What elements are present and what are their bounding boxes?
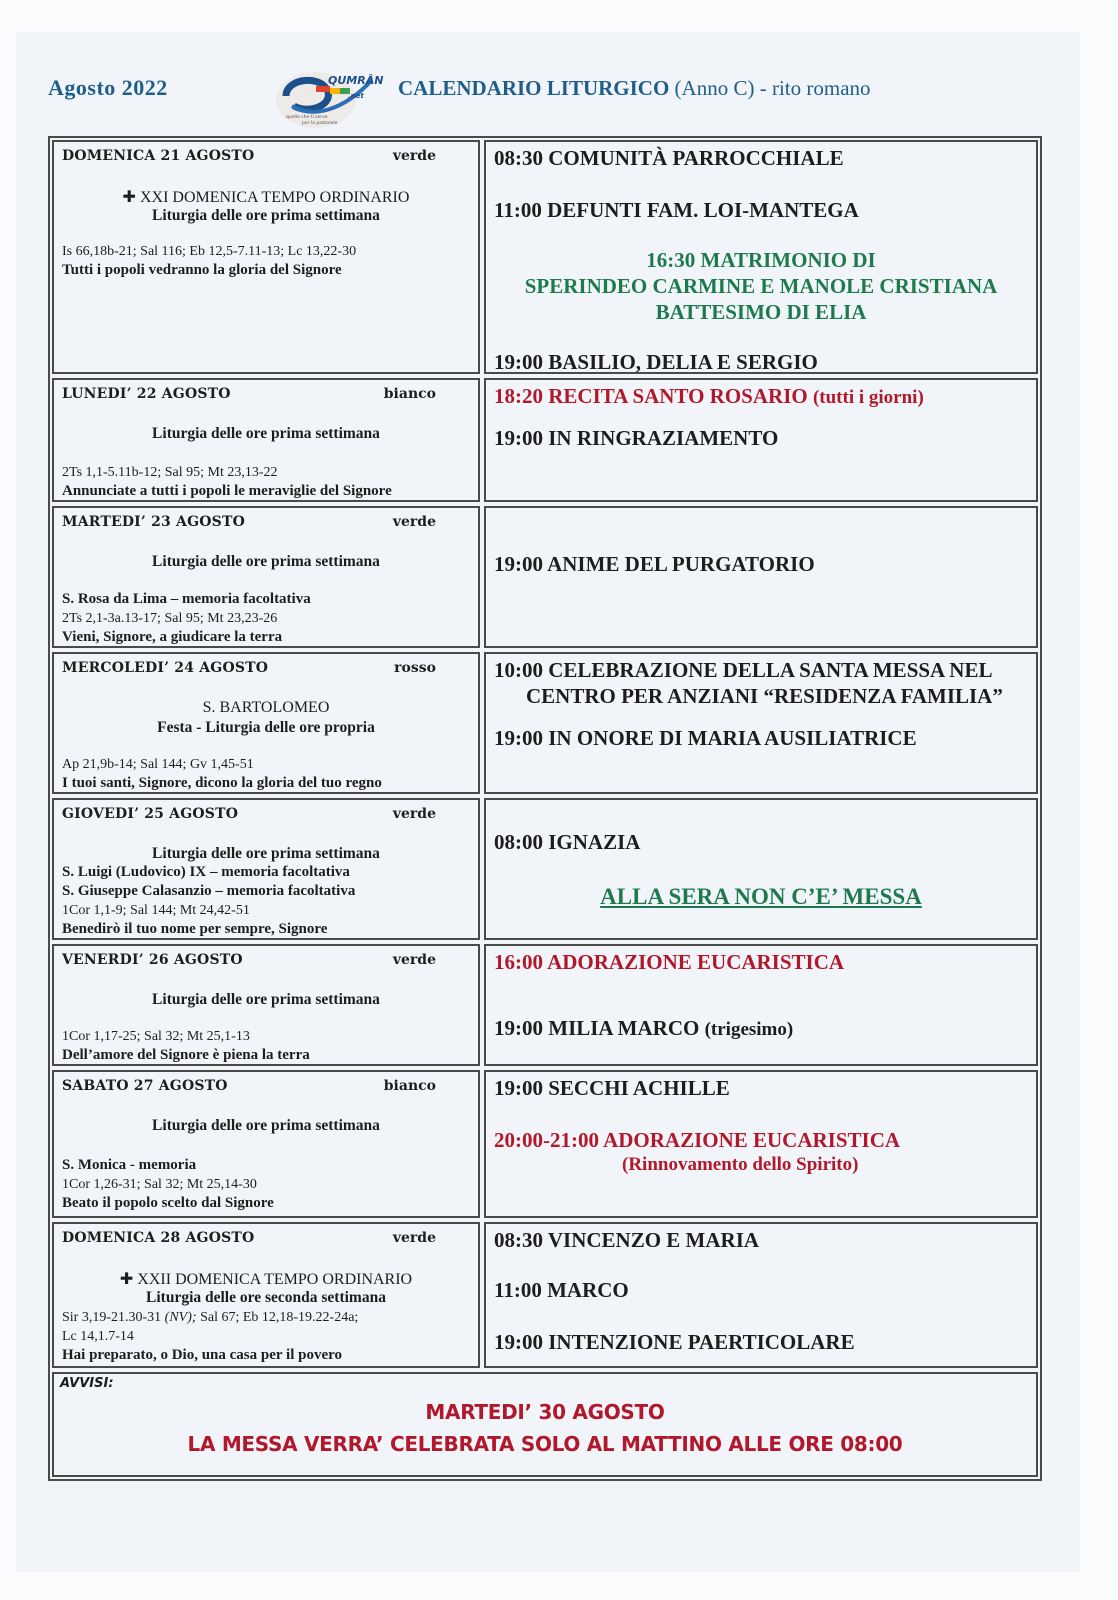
rosary-label: 18:20 RECITA SANTO ROSARIO bbox=[494, 384, 808, 408]
mass-entry: 16:00 ADORAZIONE EUCARISTICA bbox=[494, 950, 845, 974]
day-name: MERCOLEDI’ 24 AGOSTO bbox=[62, 660, 269, 676]
day-info-cell bbox=[52, 652, 480, 794]
mass-entry: 19:00 IN RINGRAZIAMENTO bbox=[494, 426, 779, 450]
day-name: VENERDI’ 26 AGOSTO bbox=[62, 952, 243, 968]
header-title bbox=[398, 76, 871, 101]
mass-entry: 19:00 SECCHI ACHILLE bbox=[494, 1076, 730, 1100]
readings bbox=[62, 463, 392, 501]
readings-part: Sir 3,19-21.30-31 bbox=[62, 1310, 162, 1325]
masses-cell bbox=[484, 378, 1038, 502]
psalm-refrain: Vieni, Signore, a giudicare la terra bbox=[62, 629, 283, 645]
liturgy-hours: Liturgia delle ore prima settimana bbox=[152, 425, 380, 442]
liturgical-color: bianco bbox=[383, 1078, 436, 1094]
header-month: Agosto 2022 bbox=[48, 75, 168, 100]
mass-entry: 19:00 ANIME DEL PURGATORIO bbox=[494, 552, 815, 576]
liturgical-color: verde bbox=[392, 1230, 436, 1246]
readings bbox=[62, 242, 356, 280]
day-info-cell bbox=[52, 506, 480, 648]
psalm-refrain: Benedirò il tuo nome per sempre, Signore bbox=[62, 921, 328, 937]
day-row bbox=[52, 944, 1038, 1066]
mass-entry bbox=[494, 1016, 793, 1041]
feast-title-text: XXI DOMENICA TEMPO ORDINARIO bbox=[139, 189, 410, 206]
day-name: GIOVEDI’ 25 AGOSTO bbox=[62, 806, 239, 822]
day-row bbox=[52, 506, 1038, 648]
logo-wordmark: QUMRÂN bbox=[328, 74, 384, 87]
liturgy-hours: Liturgia delle ore prima settimana bbox=[152, 845, 380, 862]
masses-cell bbox=[484, 652, 1038, 794]
no-evening-mass-notice: ALLA SERA NON C’E’ MESSA bbox=[600, 884, 922, 909]
readings bbox=[62, 1156, 274, 1213]
readings bbox=[62, 755, 382, 793]
mass-entry: 16:30 MATRIMONIO DI bbox=[646, 248, 876, 272]
mass-entry: 20:00-21:00 ADORAZIONE EUCARISTICA bbox=[494, 1128, 901, 1152]
psalm-refrain: Tutti i popoli vedranno la gloria del Signore bbox=[62, 262, 342, 278]
liturgy-hours: Liturgia delle ore seconda settimana bbox=[146, 1289, 386, 1306]
masses-cell bbox=[484, 944, 1038, 1066]
liturgy-hours: Festa - Liturgia delle ore propria bbox=[157, 719, 375, 736]
notices-row bbox=[52, 1372, 1038, 1477]
feast-title bbox=[54, 187, 478, 207]
notices-cell bbox=[52, 1372, 1038, 1477]
mass-note: (trigesimo) bbox=[704, 1019, 794, 1040]
readings-refs: 2Ts 1,1-5.11b-12; Sal 95; Mt 23,13-22 bbox=[62, 465, 278, 480]
mass-entry: 08:00 IGNAZIA bbox=[494, 830, 641, 854]
readings bbox=[62, 1027, 310, 1065]
svg-text:.net: .net bbox=[348, 92, 364, 100]
cross-icon: ✚ bbox=[122, 187, 136, 206]
mass-entry: 11:00 DEFUNTI FAM. LOI-MANTEGA bbox=[494, 198, 859, 222]
mass-entry bbox=[494, 384, 924, 409]
day-row bbox=[52, 1222, 1038, 1368]
mass-entry: 19:00 IN ONORE DI MARIA AUSILIATRICE bbox=[494, 726, 917, 750]
liturgy-hours: Liturgia delle ore prima settimana bbox=[152, 553, 380, 570]
mass-entry: 08:30 COMUNITÀ PARROCCHIALE bbox=[494, 146, 844, 170]
mass-entry: 11:00 MARCO bbox=[494, 1278, 629, 1302]
day-name: LUNEDI’ 22 AGOSTO bbox=[62, 386, 231, 402]
readings-refs: 1Cor 1,17-25; Sal 32; Mt 25,1-13 bbox=[62, 1029, 250, 1044]
day-info-cell bbox=[52, 1070, 480, 1218]
masses-cell bbox=[484, 798, 1038, 940]
readings-nv: (NV); bbox=[164, 1310, 197, 1325]
notice-line: MARTEDI’ 30 AGOSTO bbox=[425, 1400, 665, 1424]
day-name: DOMENICA 28 AGOSTO bbox=[62, 1230, 255, 1246]
mass-entry: BATTESIMO DI ELIA bbox=[655, 300, 867, 324]
psalm-refrain: Annunciate a tutti i popoli le meraviglie del Signore bbox=[62, 483, 392, 499]
feast-title bbox=[54, 1269, 478, 1289]
readings-refs: Ap 21,9b-14; Sal 144; Gv 1,45-51 bbox=[62, 757, 254, 772]
day-info-cell bbox=[52, 798, 480, 940]
readings bbox=[62, 590, 311, 647]
day-row bbox=[52, 652, 1038, 794]
liturgy-hours: Liturgia delle ore prima settimana bbox=[152, 991, 380, 1008]
masses-cell bbox=[484, 1070, 1038, 1218]
readings-refs: 2Ts 2,1-3a.13-17; Sal 95; Mt 23,23-26 bbox=[62, 611, 278, 626]
mass-entry: CENTRO PER ANZIANI “RESIDENZA FAMILIA” bbox=[526, 684, 1003, 708]
notice-line: LA MESSA VERRA’ CELEBRATA SOLO AL MATTINO ALLE ORE 08:00 bbox=[187, 1432, 903, 1456]
day-info-cell bbox=[52, 944, 480, 1066]
svg-text:quello che ti serve: quello che ti serve bbox=[286, 115, 328, 120]
readings bbox=[62, 1308, 358, 1365]
liturgical-color: verde bbox=[392, 148, 436, 164]
qumran-logo bbox=[272, 66, 384, 132]
readings-refs: Lc 14,1.7-14 bbox=[62, 1329, 134, 1344]
mass-entry: 19:00 BASILIO, DELIA E SERGIO bbox=[494, 350, 818, 374]
masses-cell bbox=[484, 506, 1038, 648]
psalm-refrain: Dell’amore del Signore è piena la terra bbox=[62, 1047, 310, 1063]
day-name: MARTEDI’ 23 AGOSTO bbox=[62, 514, 245, 530]
calendar-table bbox=[48, 136, 1042, 1481]
rosary-note: (tutti i giorni) bbox=[812, 387, 924, 408]
memorial: S. Rosa da Lima – memoria facoltativa bbox=[62, 591, 311, 607]
svg-text:per la pastorale: per la pastorale bbox=[302, 121, 338, 126]
liturgical-color: verde bbox=[392, 952, 436, 968]
liturgical-color: verde bbox=[392, 806, 436, 822]
readings bbox=[62, 863, 355, 939]
liturgy-hours: Liturgia delle ore prima settimana bbox=[152, 207, 380, 224]
header-title-main: CALENDARIO LITURGICO bbox=[398, 76, 670, 100]
day-name: DOMENICA 21 AGOSTO bbox=[62, 148, 255, 164]
header-title-rite: - rito romano bbox=[759, 76, 871, 100]
feast-title-text: XXII DOMENICA TEMPO ORDINARIO bbox=[137, 1271, 413, 1288]
mass-entry: 10:00 CELEBRAZIONE DELLA SANTA MESSA NEL bbox=[494, 658, 993, 682]
day-info-cell bbox=[52, 140, 480, 374]
liturgy-hours: Liturgia delle ore prima settimana bbox=[152, 1117, 380, 1134]
liturgical-color: verde bbox=[392, 514, 436, 530]
psalm-refrain: Hai preparato, o Dio, una casa per il povero bbox=[62, 1347, 343, 1363]
mass-entry: 08:30 VINCENZO E MARIA bbox=[494, 1228, 760, 1252]
liturgical-color: bianco bbox=[383, 386, 436, 402]
memorial: S. Giuseppe Calasanzio – memoria facoltativa bbox=[62, 883, 356, 899]
readings-refs: Is 66,18b-21; Sal 116; Eb 12,5-7.11-13; Lc 13,22-30 bbox=[62, 244, 357, 259]
masses-cell bbox=[484, 140, 1038, 374]
mass-entry: 19:00 INTENZIONE PAERTICOLARE bbox=[494, 1330, 855, 1354]
mass-intention: 19:00 MILIA MARCO bbox=[494, 1016, 700, 1040]
cross-icon: ✚ bbox=[119, 1269, 134, 1288]
day-row bbox=[52, 140, 1038, 374]
header-title-year: (Anno C) bbox=[674, 76, 755, 100]
masses-cell bbox=[484, 1222, 1038, 1368]
day-info-cell bbox=[52, 1222, 480, 1368]
day-name: SABATO 27 AGOSTO bbox=[62, 1078, 228, 1094]
memorial: S. Monica - memoria bbox=[62, 1157, 197, 1173]
day-row bbox=[52, 1070, 1038, 1218]
psalm-refrain: Beato il popolo scelto dal Signore bbox=[62, 1195, 274, 1211]
mass-note: (Rinnovamento dello Spirito) bbox=[622, 1154, 859, 1175]
readings-refs bbox=[62, 1308, 358, 1327]
readings-refs: 1Cor 1,26-31; Sal 32; Mt 25,14-30 bbox=[62, 1177, 257, 1192]
day-row bbox=[52, 798, 1038, 940]
readings-part: Sal 67; Eb 12,18-19.22-24a; bbox=[200, 1310, 359, 1325]
day-info-cell bbox=[52, 378, 480, 502]
memorial: S. Luigi (Ludovico) IX – memoria facoltativa bbox=[62, 864, 350, 880]
readings-refs: 1Cor 1,1-9; Sal 144; Mt 24,42-51 bbox=[62, 903, 250, 918]
liturgical-color: rosso bbox=[394, 660, 436, 676]
mass-entry: SPERINDEO CARMINE E MANOLE CRISTIANA bbox=[524, 274, 998, 298]
day-row bbox=[52, 378, 1038, 502]
notices-label: AVVISI: bbox=[60, 1376, 114, 1391]
psalm-refrain: I tuoi santi, Signore, dicono la gloria del tuo regno bbox=[62, 775, 382, 791]
feast-title: S. BARTOLOMEO bbox=[202, 699, 330, 716]
